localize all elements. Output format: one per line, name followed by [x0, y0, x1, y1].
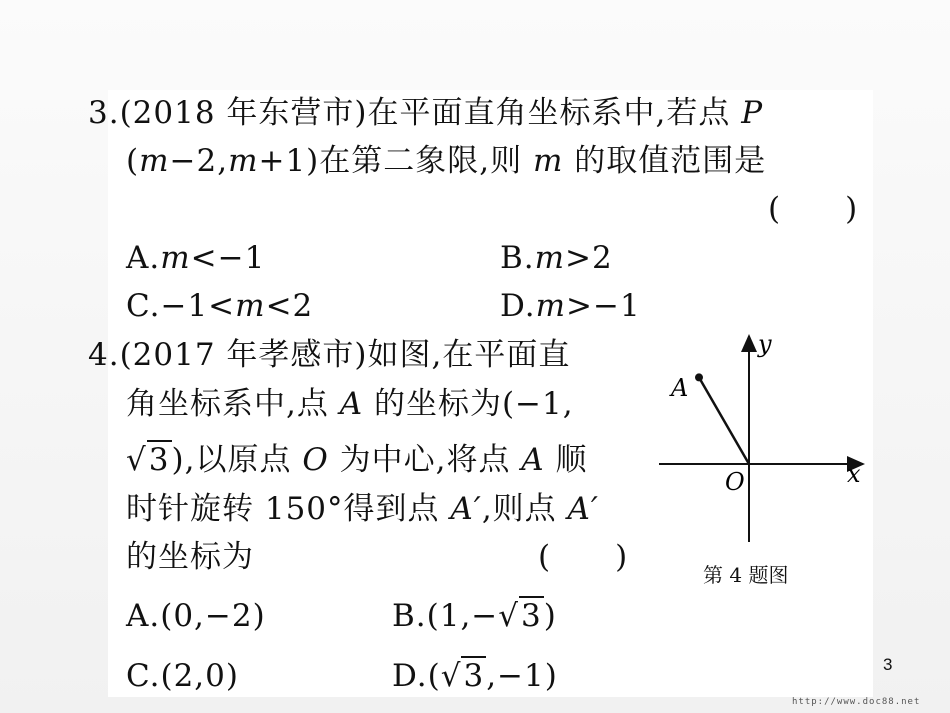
q3-coords-mid1: −2,: [169, 143, 229, 179]
sqrt-sign-icon: √: [498, 598, 520, 634]
sqrt-sign-icon: √: [126, 442, 147, 478]
q3-stem-a: 在平面直角坐标系中,若点: [367, 95, 742, 131]
page-number: 3: [883, 655, 893, 674]
q4-line-1: [88, 337, 570, 373]
q3-option-a-rest: <−1: [190, 240, 266, 276]
q4-stem-b1: 角坐标系中,点: [126, 386, 340, 422]
q3-option-c-rest: <2: [265, 288, 314, 324]
q3-option-d-label: D.: [500, 288, 536, 324]
q3-line-2: [126, 143, 766, 179]
x-axis-label: x: [847, 460, 861, 488]
q4-sqrt3-radicand: 3: [148, 442, 170, 478]
q3-option-c-pre: −1<: [160, 288, 236, 324]
q4-stem-d2: ,则点: [481, 491, 568, 527]
q3-point-p: P: [741, 95, 764, 131]
q3-option-c-label: C.: [126, 288, 161, 324]
q4-answer-bracket: ( ): [538, 539, 629, 575]
q4-option-d: [392, 658, 558, 694]
q4-option-b-post: ): [543, 598, 557, 634]
watermark: http://www.doc88.net: [792, 697, 921, 707]
q3-coords-mid2: +1): [258, 143, 320, 179]
q4-coordinate-figure: [655, 330, 875, 550]
q4-source: (2017 年孝感市): [119, 337, 368, 373]
q3-option-a-label: A.: [126, 240, 161, 276]
figure-caption: 第 4 题图: [703, 563, 789, 587]
q3-var-m2: m: [228, 143, 259, 179]
q3-option-b: [500, 240, 613, 276]
q3-var-m1: m: [139, 143, 170, 179]
q4-option-b: [392, 598, 557, 634]
q3-number: 3.: [88, 95, 120, 131]
q4-line-2: [126, 386, 574, 422]
q3-option-d: [500, 288, 641, 324]
q3-option-d-var: m: [535, 288, 567, 324]
q3-var-m3: m: [533, 143, 564, 179]
q3-option-a-var: m: [160, 240, 191, 276]
q3-stem-b: 在第二象限,则: [319, 143, 533, 179]
y-axis-label: y: [758, 330, 772, 358]
q3-option-b-var: m: [534, 240, 566, 276]
sqrt-sign-icon: √: [440, 658, 462, 694]
q3-answer-bracket: ( ): [768, 191, 859, 227]
q4-point-a: A: [339, 386, 364, 422]
q4-option-d-pre: D.(: [392, 658, 441, 694]
segment-oa: [699, 377, 749, 464]
q4-option-d-post: ,−1): [486, 658, 558, 694]
q3-option-a: [126, 240, 265, 276]
q4-stem-c2: 为中心,将点: [328, 442, 522, 478]
q4-option-c: C.(2,0): [126, 658, 239, 694]
q4-line-4: [126, 491, 599, 527]
q4-option-b-sqrt: [498, 598, 544, 634]
q3-option-b-label: B.: [500, 240, 535, 276]
origin-label: O: [725, 468, 745, 496]
q4-option-a: A.(0,−2): [126, 598, 266, 634]
q4-point-a-prime: A′: [450, 491, 482, 527]
point-a-dot: [695, 373, 703, 381]
q4-sqrt3: [126, 442, 172, 478]
q4-option-b-pre: B.(1,−: [392, 598, 499, 634]
q4-point-a2: A: [521, 442, 545, 478]
q4-stem-b2: 的坐标为(−1,: [363, 386, 574, 422]
q3-option-d-rest: >−1: [566, 288, 641, 324]
q4-stem-e: 的坐标为: [126, 539, 254, 575]
q3-line-1: [88, 95, 763, 131]
q4-number: 4.: [88, 337, 120, 373]
q3-coords-open: (: [126, 143, 140, 179]
point-a-label: A: [671, 374, 689, 402]
q3-stem-c: 的取值范围是: [563, 143, 767, 179]
q4-stem-c1: ),以原点: [171, 442, 303, 478]
q4-option-d-sqrt: [441, 658, 487, 694]
q4-line-3: [126, 442, 588, 478]
q3-source: (2018 年东营市): [119, 95, 368, 131]
q4-stem-c3: 顺: [544, 442, 588, 478]
q4-option-b-radicand: 3: [521, 598, 542, 634]
q4-origin-o: O: [302, 442, 329, 478]
q3-option-b-rest: >2: [565, 240, 613, 276]
q3-option-c: [126, 288, 313, 324]
q4-stem-d1: 时针旋转 150°得到点: [126, 491, 451, 527]
q4-option-d-radicand: 3: [463, 658, 485, 694]
q3-option-c-var: m: [235, 288, 266, 324]
q4-stem-a: 如图,在平面直: [367, 337, 571, 373]
q4-point-a-prime2: A′: [567, 491, 599, 527]
